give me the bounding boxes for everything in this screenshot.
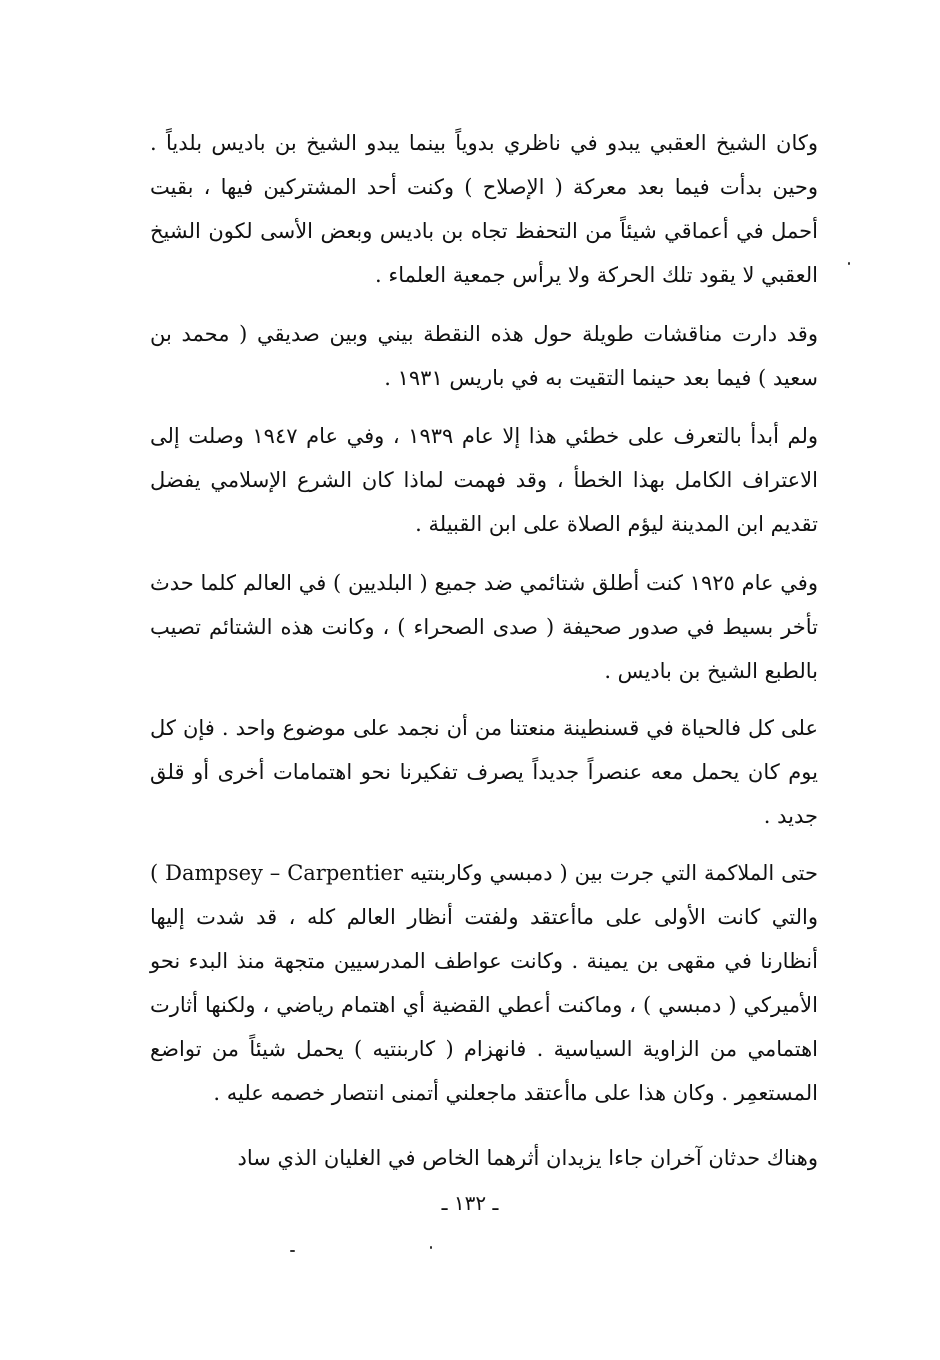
scan-speck: [848, 262, 850, 265]
scan-speck: [290, 1250, 295, 1252]
paragraph-life-in-constantine: على كل فالحياة في قسنطينة منعتنا من أن نجمد على موضوع واحد . فإن كل يوم كان يحمل معه عنصراً جديداً يصرف تفكيرنا نحو اهتمامات أخرى أو قلق جديد .: [150, 716, 818, 828]
paragraph-recognizing-error: ولم أبدأ بالتعرف على خطئي هذا إلا عام ١٩٣٩ ، وفي عام ١٩٤٧ وصلت إلى الاعتراف الكامل بهذا الخطأ ، وقد فهمت لماذا كان الشرع الإسلامي يفضل تقديم ابن المدينة ليؤم الصلاة على ابن القبيلة .: [150, 424, 818, 536]
paragraph-sheikh-aqabi: وكان الشيخ العقبي يبدو في ناظري بدوياً بينما يبدو الشيخ بن باديس بلدياً . وحين بدأت فيما بعد معركة ( الإصلاح ) وكنت أحد المشتركين فيها ، بقيت أحمل في أعماقي شيئاً من التحفظ تجاه بن باديس وبعض الأسى لكون الشيخ العقبي لا يقود تلك الحركة ولا يرأس جمعية العلماء .: [150, 131, 818, 287]
paragraph-two-events: وهناك حدثان آخران جاءا يزيدان أثرهما الخاص في الغليان الذي ساد: [237, 1146, 818, 1170]
paragraph-discussions: وقد دارت مناقشات طويلة حول هذه النقطة بيني وبين صديقي ( محمد بن سعيد ) فيما بعد حينما التقيت به في باريس ١٩٣١ .: [150, 322, 818, 390]
scan-speck: [430, 1246, 432, 1249]
page-number: ـ ١٣٢ ـ: [441, 1191, 499, 1215]
paragraph-1925-insults: وفي عام ١٩٢٥ كنت أطلق شتائمي ضد جميع ( البلديين ) في العالم كلما حدث تأخر بسيط في صدور صحيفة ( صدى الصحراء ) ، وكانت هذه الشتائم تصيب بالطبع الشيخ بن باديس .: [150, 571, 818, 683]
paragraph-boxing-match: حتى الملاكمة التي جرت بين ( دمبسي وكاربنتيه Dampsey – Carpentier ) والتي كانت الأولى على ماأعتقد ولفتت أنظار العالم كله ، قد شدت إليها أنظارنا في مقهى بن يمينة . وكانت عواطف المدرسيين متجهة منذ البدء نحو الأميركي ( دمبسي ) ، وماكنت أعطي القضية أي اهتمام رياضي ، ولكنها أثارت اهتمامي من الزاوية السياسية . فانهزام ( كاربنتيه ) يحمل شيئاً من تواضع المستعمِر . وكان هذا على ماأعتقد ماجعلني أتمنى انتصار خصمه عليه .: [150, 861, 818, 1105]
